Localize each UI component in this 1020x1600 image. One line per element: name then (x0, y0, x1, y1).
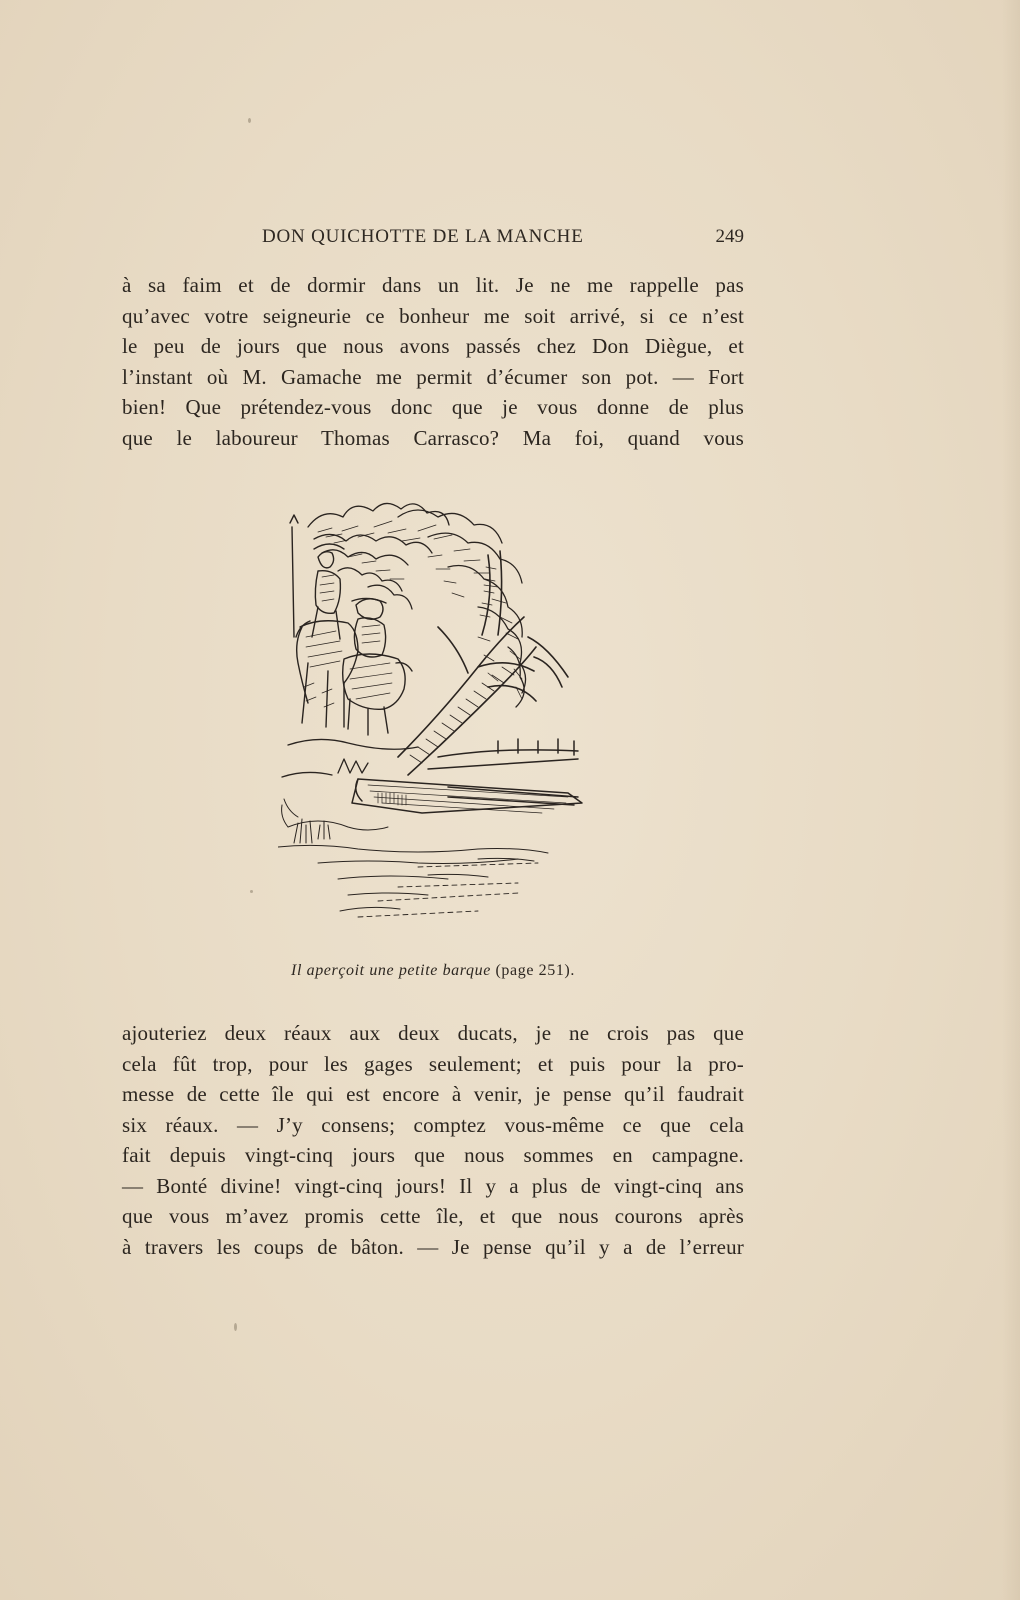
paper-speck (250, 890, 253, 893)
text-line: six réaux. — J’y consens; comptez vous-même ce que cela (122, 1112, 744, 1137)
body-text-top (122, 270, 744, 453)
engraving-drawing (278, 487, 604, 939)
text-line: fait depuis vingt-cinq jours que nous sommes en campagne. (122, 1143, 744, 1167)
text-line: bien! Que prétendez-vous donc que je vous donne de plus (122, 395, 744, 419)
knight-hatching (304, 575, 342, 707)
running-header (122, 226, 744, 256)
tree-trunk (398, 551, 568, 775)
text-line: à travers les coups de bâton. — Je pense qu’il y a de l’erreur (122, 1234, 744, 1259)
caption-page-ref: (page 251). (490, 962, 575, 979)
paper-speck (234, 1323, 237, 1331)
text-line: ajouteriez deux réaux aux deux ducats, je ne crois pas que (122, 1021, 744, 1045)
text-line: l’instant où M. Gamache me permit d’écumer son pot. — Fort (122, 364, 744, 389)
text-line: cela fût trop, pour les gages seulement; et puis pour la pro- (122, 1051, 744, 1076)
riverbank (282, 739, 418, 777)
knight-figure (290, 515, 358, 727)
engraving-illustration (278, 487, 604, 939)
paper-speck (248, 118, 251, 123)
text-line: le peu de jours que nous avons passés chez Don Diègue, et (122, 334, 744, 358)
text-line: messe de cette île qui est encore à venir, je pense qu’il faudrait (122, 1082, 744, 1106)
page-edge-shadow (1002, 0, 1020, 1600)
text-line: — Bonté divine! vingt-cinq jours! Il y a plus de vingt-cinq ans (122, 1173, 744, 1198)
text-line: qu’avec votre seigneurie ce bonheur me soit arrivé, si ce n’est (122, 303, 744, 328)
text-line: que vous m’avez promis cette île, et que nous courons après (122, 1204, 744, 1228)
text-line: que le laboureur Thomas Carrasco? Ma foi, quand vous (122, 425, 744, 450)
foliage-hatching (318, 521, 522, 699)
illustration-caption (122, 962, 744, 980)
body-text-bottom (122, 1018, 744, 1262)
text-line: à sa faim et de dormir dans un lit. Je ne me rappelle pas (122, 273, 744, 297)
water-dashes (358, 863, 538, 917)
running-title: DON QUICHOTTE DE LA MANCHE (262, 226, 584, 247)
caption-italic: Il aperçoit une petite barque (291, 962, 491, 979)
page-number: 249 (715, 226, 744, 247)
